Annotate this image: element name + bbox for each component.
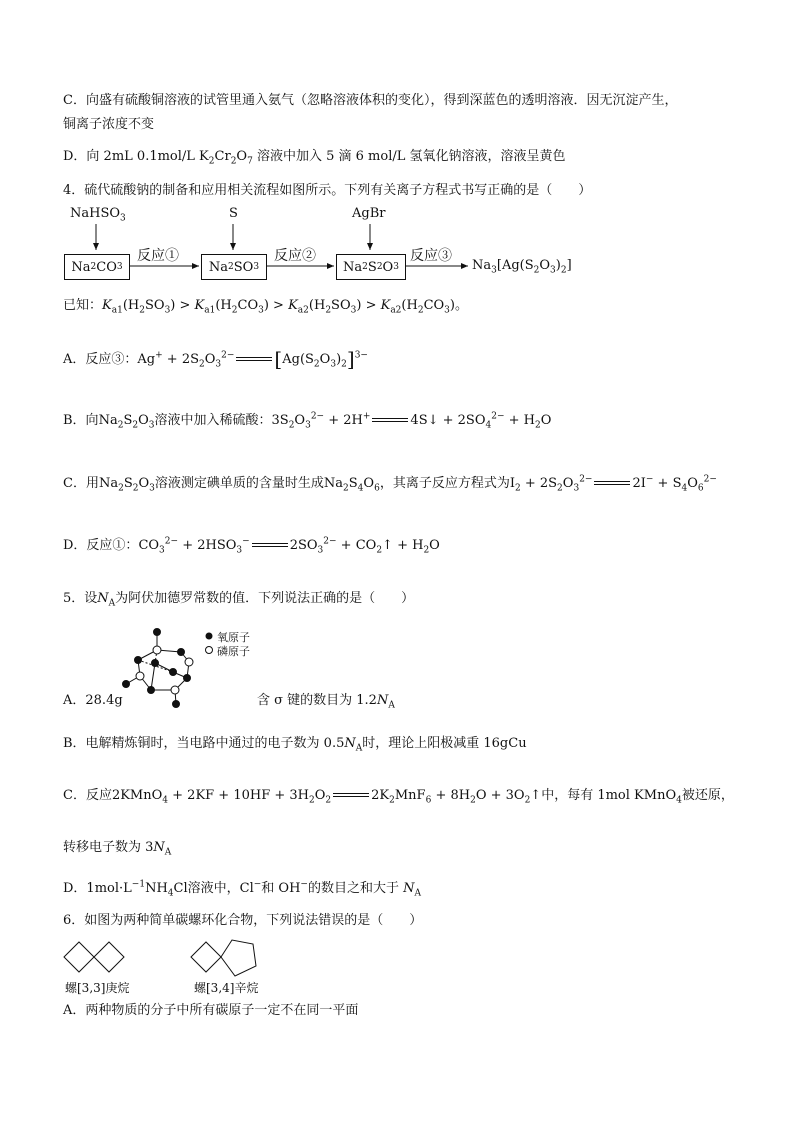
label-reaction-2: 反应②: [274, 248, 316, 264]
q4-option-c: C．用$Na_2S_2O_3$溶液测定碘单质的含量时生成$Na_2S_4O_6$，其离子反应方程式为$I_2 + 2S_2O_3^{2-}$ $2I^- + S_4O_6^{2-}$: [63, 474, 717, 494]
reagent-nahso3: NaHSO$_3$: [70, 206, 126, 224]
legend-phosphorus: 磷原子: [217, 645, 250, 658]
label-spiro33: 螺[3,3]庚烷: [65, 981, 130, 995]
q4-option-b: B．向$Na_2S_2O_3$溶液中加入稀硫酸：$3S_2O_3^{2-} + 2H^+$ 4S↓ + $2SO_4^{2-} + H_2O$: [63, 411, 552, 431]
q5-option-a-text: 含 σ 键的数目为 $1.2N_A$: [257, 693, 395, 711]
q3-option-c-line1: C．向盛有硫酸铜溶液的试管里通入氨气（忽略溶液体积的变化），得到深蓝色的透明溶液．因无沉淀产生，: [63, 93, 678, 108]
label-reaction-1: 反应①: [137, 248, 179, 264]
q6-option-a: A．两种物质的分子中所有碳原子一定不在同一平面: [63, 1003, 359, 1018]
box-na2s2o3: Na 2 S 2 O 3: [336, 254, 406, 280]
q5-option-a: A．28.4g: [63, 693, 123, 708]
spiro34-ring1: [191, 942, 221, 972]
q5-title: 5．设$N_A$为阿伏加德罗常数的值．下列说法正确的是（ ）: [63, 591, 415, 609]
label-reaction-3: 反应③: [410, 248, 452, 264]
q5-option-b: B．电解精炼铜时，当电路中通过的电子数为 $0.5N_A$时，理论上阳极减重 16gCu: [63, 736, 527, 754]
q4-option-d: D．反应①：$CO_3^{2-} + 2HSO_3^-$ $2SO_3^{2-}$ + $CO_2↑ + H_2O$: [63, 536, 440, 556]
spiro34-ring2: [221, 940, 256, 976]
label-spiro34: 螺[3,4]辛烷: [194, 981, 259, 995]
spiro33-ring2: [94, 942, 124, 972]
box-na2co3: Na 2 CO 3: [64, 254, 130, 280]
q6-title: 6．如图为两种简单碳螺环化合物，下列说法错误的是（ ）: [63, 913, 423, 928]
q4-option-a: A．反应③：$Ag^+ + 2S_2O_3^{2-}$ $[Ag(S_2O_3)_2]^{3-}$: [63, 347, 368, 371]
product-complex: $Na_3[Ag(S_2O_3)_2]$: [472, 258, 572, 276]
reagent-s: S: [229, 206, 238, 221]
q5-option-c-line1: C．反应2KMnO$_4$ + $2KF + 10HF + 3H_2O_2$ $2K_2MnF_6 + 8H_2O$ + $3O_2↑$中，每有 1mol KMnO$_4$被还原，: [63, 788, 734, 806]
q3-option-d: D．向 2mL 0.1mol/L $K_2Cr_2O_7$ 溶液中加入 5 滴 6 mol/L 氢氧化钠溶液，溶液呈黄色: [63, 149, 566, 167]
legend-oxygen: 氧原子: [217, 631, 250, 644]
q5-option-c-line2: 转移电子数为 $3N_A$: [63, 840, 172, 858]
box-na2so3: Na 2 SO 3: [201, 254, 267, 280]
q5-option-d: D．$1mol\cdot L^{-1}NH_4Cl$溶液中，Cl−和 OH−的数目之和大于 $N_A$: [63, 879, 421, 899]
q3-option-c-line2: 铜离子浓度不变: [63, 117, 155, 132]
q4-known: 已知：$K_{a1}(H_2SO_3) > K_{a1}(H_2CO_3) > K_{a2}(H_2SO_3) > K_{a2}(H_2CO_3)$。: [63, 298, 468, 316]
reagent-agbr: AgBr: [352, 206, 386, 221]
spiro33-ring1: [64, 942, 94, 972]
q4-title: 4．硫代硫酸钠的制备和应用相关流程如图所示。下列有关离子方程式书写正确的是（ ）: [63, 183, 592, 198]
